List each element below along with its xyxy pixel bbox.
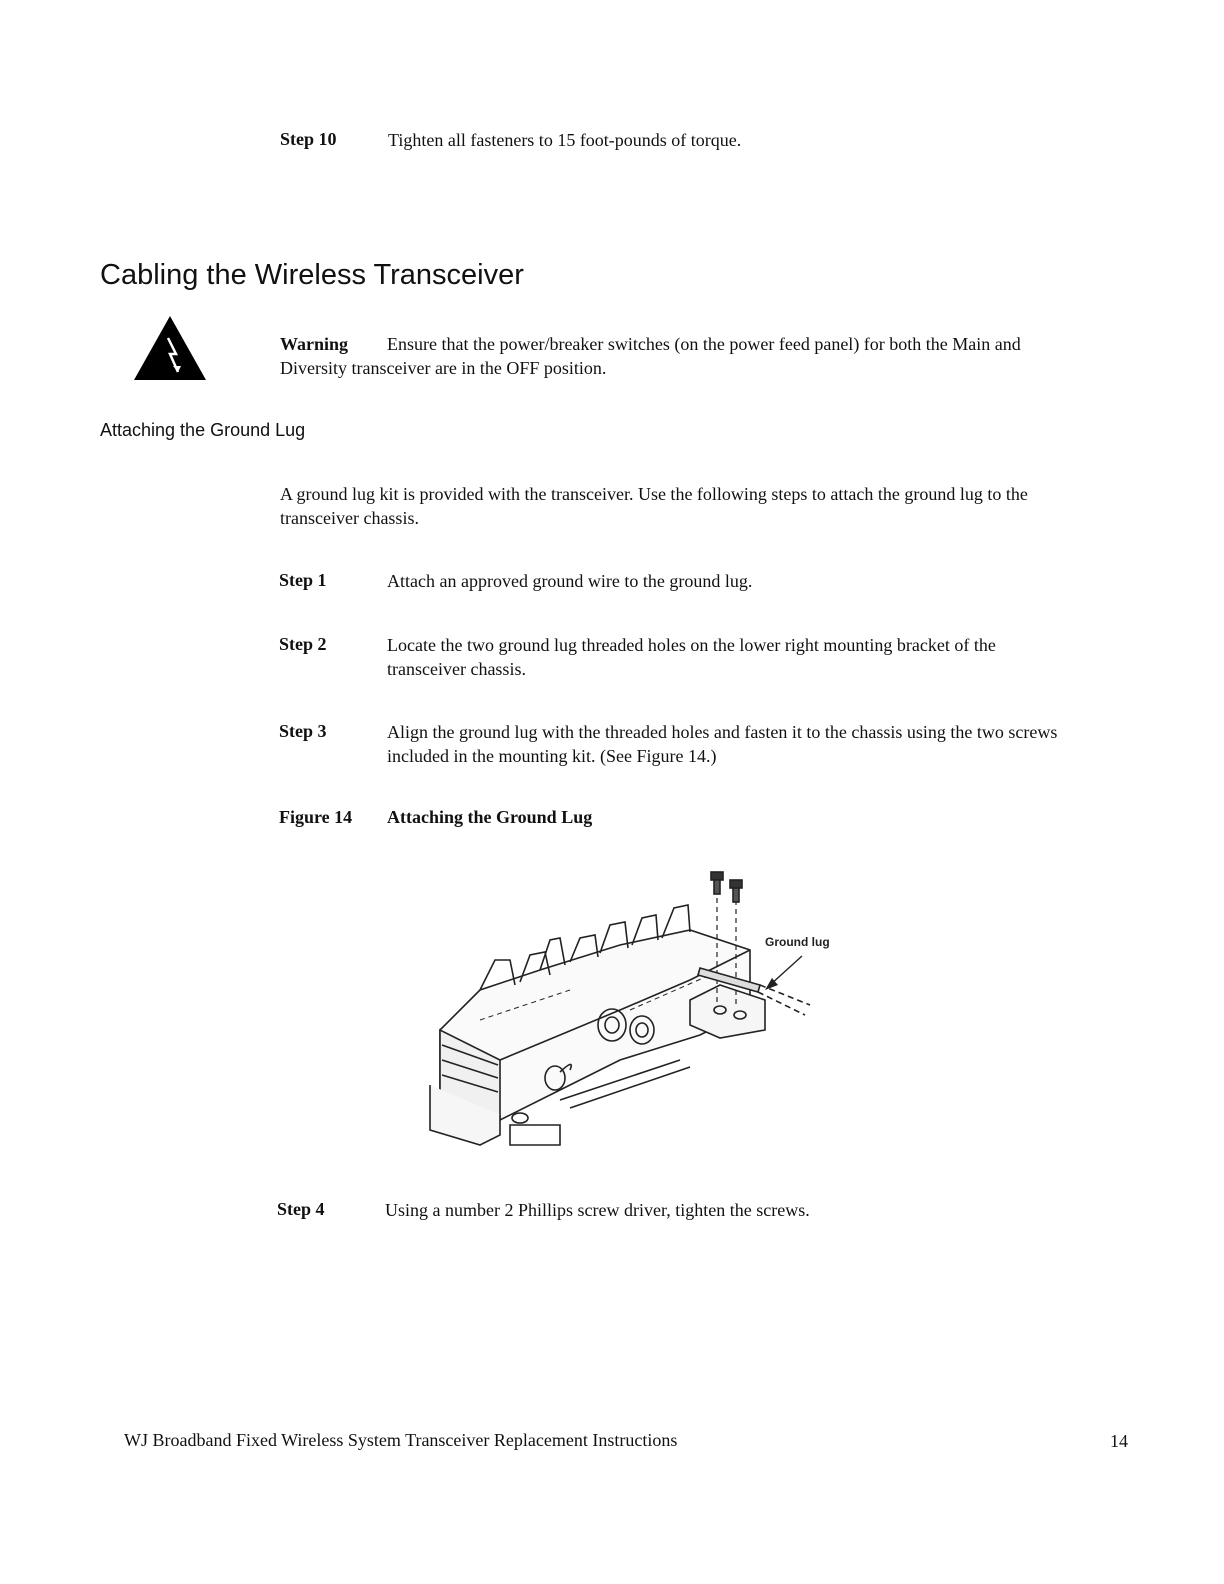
step-10-text: Tighten all fasteners to 15 foot-pounds of torque. — [388, 130, 742, 150]
step-4-label: Step 4 — [277, 1199, 325, 1219]
step-2-line2: transceiver chassis. — [387, 659, 526, 679]
subsection-title: Attaching the Ground Lug — [100, 420, 306, 440]
step-1-label: Step 1 — [279, 570, 327, 590]
footer-title: WJ Broadband Fixed Wireless System Transceiver Replacement Instructions — [124, 1430, 678, 1450]
warning-triangle-icon — [132, 314, 208, 382]
step-2-text — [387, 633, 1147, 681]
ground-lug-figure — [420, 860, 860, 1160]
step-3-line1: Align the ground lug with the threaded holes and fasten it to the chassis using the two screws — [387, 722, 1058, 742]
ground-lug-callout: Ground lug — [765, 935, 830, 949]
step-4-text: Using a number 2 Phillips screw driver, tighten the screws. — [385, 1200, 810, 1220]
step-3-line2: included in the mounting kit. (See Figure 14.) — [387, 746, 717, 766]
step-2-line1: Locate the two ground lug threaded holes on the lower right mounting bracket of the — [387, 635, 996, 655]
step-10-label: Step 10 — [280, 129, 337, 149]
intro-line1: A ground lug kit is provided with the transceiver. Use the following steps to attach the ground lug to the — [280, 484, 1028, 504]
step-2-label: Step 2 — [279, 634, 327, 654]
page-number: 14 — [1110, 1431, 1128, 1451]
transceiver-chassis-drawing — [420, 860, 860, 1160]
warning-block — [280, 332, 1140, 380]
warning-text-line2: Diversity transceiver are in the OFF position. — [280, 358, 607, 378]
step-1-line1: Attach an approved ground wire to the ground lug. — [387, 571, 753, 591]
figure-title: Attaching the Ground Lug — [387, 807, 593, 827]
section-title: Cabling the Wireless Transceiver — [100, 259, 524, 291]
warning-label: Warning — [280, 334, 349, 354]
warning-text-line1: Ensure that the power/breaker switches (on the power feed panel) for both the Main and — [387, 334, 1021, 354]
step-1-text — [387, 569, 1224, 593]
figure-label: Figure 14 — [279, 807, 353, 827]
step-3-label: Step 3 — [279, 721, 327, 741]
step-3-text — [387, 720, 1147, 768]
intro-paragraph — [280, 482, 1140, 530]
intro-line2: transceiver chassis. — [280, 508, 419, 528]
